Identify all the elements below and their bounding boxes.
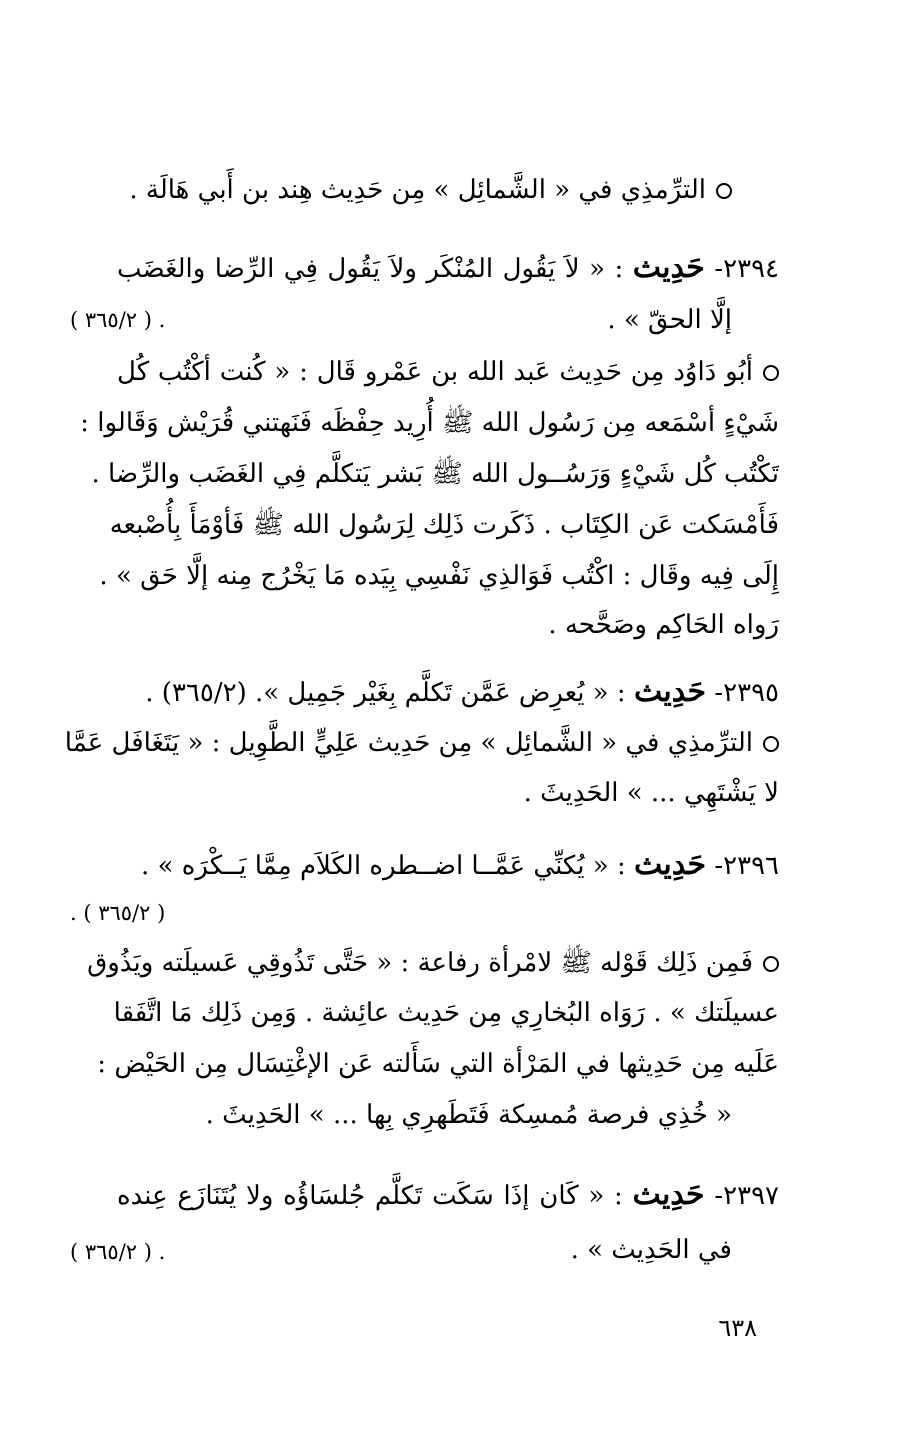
hadith-number: ٢٣٩٥-	[714, 678, 779, 708]
circle-bullet-icon	[763, 956, 779, 972]
hadith-number: ٢٣٩٧-	[714, 1181, 779, 1211]
hadith-word: حَدِيث	[633, 674, 707, 709]
hadith-word: حَدِيث	[632, 250, 705, 285]
text-line: عسيلَتك » . رَوَاه البُخارِي مِن حَدِيث عائِشة . وَمِن ذَلِك مَا اتَّفَقا	[113, 998, 779, 1028]
text-line: رَواه الحَاكِم وصَحَّحه .	[548, 610, 779, 640]
text-line: في الحَدِيث » .	[570, 1235, 732, 1265]
hadith-heading-2395: ٢٣٩٥- حَدِيث : « يُعرِض عَمَّن تَكلَّم بِغَيْر جَمِيل ». (٣٦٥/٢) .	[145, 674, 779, 709]
hadith-number: ٢٣٩٦-	[714, 851, 779, 881]
text-line: فَمِن ذَلِك قَوْله ﷺ لامْرأة رفاعة : « حَتَّى تَذُوقِي عَسيلَته ويَذُوق	[117, 938, 779, 988]
circle-bullet-icon	[716, 183, 732, 199]
circle-bullet-icon	[763, 365, 779, 381]
text-line: الترِّمذِي في « الشَّمائِل » مِن حَدِيث عَلِيٍّ الطَّوِيل : « يَتَغَافَل عَمَّا	[117, 718, 779, 768]
text-line: عَلَيه مِن حَدِيثها في المَرْأة التي سَأَلته عَن الإغْتِسَال مِن الحَيْض :	[97, 1049, 779, 1079]
reference-2394: ( ٣٦٥/٢ ) .	[70, 308, 166, 332]
text-line: إلَّا الحقّ » .	[607, 305, 732, 335]
text-line: لا يَشْتَهِي ... » الحَدِيثَ .	[523, 778, 779, 808]
circle-bullet-icon	[763, 736, 779, 752]
text-line: تَكْتُب كُل شَيْءٍ وَرَسُــول الله ﷺ بَشر يَتكلَّم فِي الغَضَب والرِّضا .	[91, 459, 779, 489]
reference-2397: ( ٣٦٥/٢ ) .	[70, 1240, 166, 1264]
hadith-number: ٢٣٩٤-	[714, 254, 779, 284]
hadith-word: حَدِيث	[632, 1177, 705, 1212]
text-line: « خُذِي فرصة مُمسِكة فَتَطَهرِي بِها ... » الحَدِيثَ .	[205, 1100, 732, 1130]
text-line: فَأَمْسَكت عَن الكِتَاب . ذَكَرت ذَلِك لِرَسُول الله ﷺ فَأوْمَأَ بِأُصْبعه	[109, 510, 779, 540]
hadith-word: حَدِيث	[633, 847, 707, 882]
text-line: الترِّمذِي في « الشَّمائِل » مِن حَدِيث هِند بن أَبي هَالَة .	[117, 165, 732, 215]
text-line: إِلَى فِيه وقَال : اكْتُب فَوَالذِي نَفْسِي بِيَده مَا يَخْرُج مِنه إلَّا حَق » .	[99, 561, 779, 591]
hadith-heading-2397: ٢٣٩٧- حَدِيث : « كَان إذَا سَكَت تَكلَّم جُلسَاؤُه ولا يُتَنَازَع عِنده	[117, 1177, 779, 1212]
reference-2396: . ( ٣٦٥/٢ )	[70, 901, 166, 925]
text-line: شَيْءٍ أسْمَعه مِن رَسُول الله ﷺ أُرِيد حِفْظَه فَنَهتني قُرَيْش وَقَالوا :	[80, 408, 779, 438]
text-line: أبُو دَاوُد مِن حَدِيث عَبد الله بن عَمْرو قَال : « كُنت أكْتُب كُل	[117, 347, 779, 397]
hadith-heading-2396: ٢٣٩٦- حَدِيث : « يُكنِّي عَمَّــا اضــطره الكَلاَم مِمَّا يَــكْرَه » .	[141, 847, 779, 882]
hadith-heading-2394: ٢٣٩٤- حَدِيث : « لاَ يَقُول المُنْكَر ولاَ يَقُول فِي الرِّضا والغَضَب	[117, 250, 779, 285]
page-number: ٦٣٨	[718, 1314, 757, 1342]
